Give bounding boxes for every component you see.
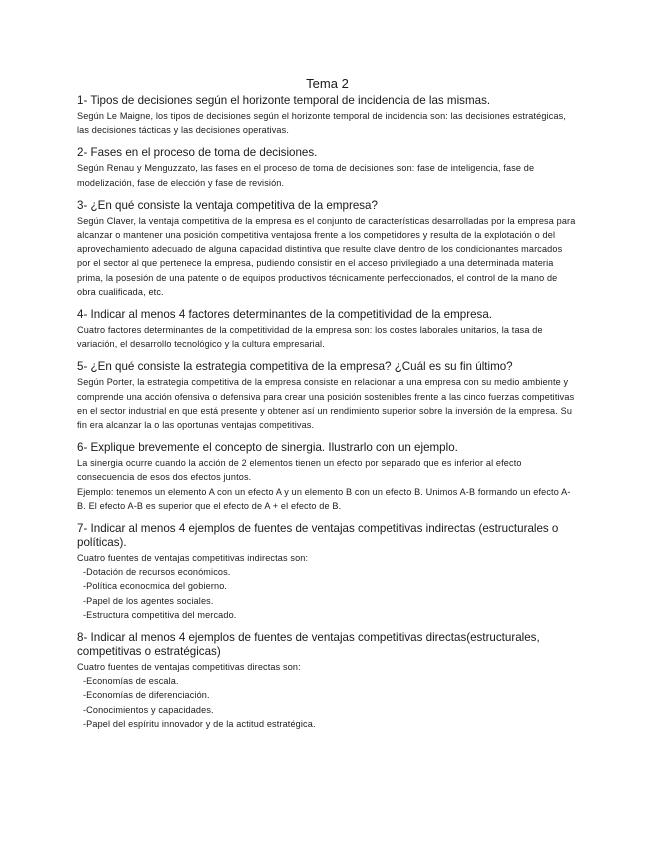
- answer-paragraph: Ejemplo: tenemos un elemento A con un efecto A y un elemento B con un efecto B. Unimos A-B formando un efecto A-B. El efecto A-B es superior que el efecto de A + el efecto de B.: [77, 486, 571, 511]
- list-item: -Papel del espíritu innovador y de la actitud estratégica.: [83, 718, 316, 729]
- list-item: -Conocimientos y capacidades.: [83, 704, 214, 715]
- question-heading: 4- Indicar al menos 4 factores determinantes de la competitividad de la empresa.: [77, 308, 493, 322]
- answer-list: [77, 565, 577, 622]
- answer-paragraph: Cuatro fuentes de ventajas competitivas directas son:: [77, 662, 301, 673]
- answer-paragraph: Según Porter, la estrategia competitiva de la empresa consiste en relacionar a una empresa con su medio ambiente y comprende una acción ofensiva o defensiva para crear una posición sostenibles frente a las cinco fuerzas competitivas en el sector industrial en que está presente y obtener así un rendimiento superior sobre la inversión de la empresa. Su fin era alcanzar la o las oportunas ventajas competitivas.: [77, 377, 575, 431]
- question-heading: 1- Tipos de decisiones según el horizonte temporal de incidencia de las mismas.: [77, 94, 491, 107]
- question-heading: 3- ¿En qué consiste la ventaja competitiva de la empresa?: [77, 198, 378, 212]
- answer-paragraph: Según Claver, la ventaja competitiva de la empresa es el conjunto de características desarrolladas por la empresa para alcanzar o mantener una posición competitiva ventajosa frente a los competidores y resulta de la explotación o del aprovechamiento adecuado de alguna capacidad distintiva que resulte clave dentro de los condicionantes marcados por el sector al que pertenece la empresa, pudiendo consistir en el acceso privilegiado a una determinada materia prima, la posesión de una patente o de equipos productivos técnicamente perfeccionados, el control de la mano de obra cualificada, etc.: [77, 215, 576, 297]
- list-item: -Economías de escala.: [83, 676, 179, 687]
- question-section-2: [77, 146, 577, 189]
- question-heading: 2- Fases en el proceso de toma de decisiones.: [77, 146, 318, 160]
- question-heading: 8- Indicar al menos 4 ejemplos de fuentes de ventajas competitivas directas(estructurales, competitivas o estratégicas): [77, 631, 540, 659]
- answer-paragraph: Según Le Maigne, los tipos de decisiones según el horizonte temporal de incidencia son: las decisiones estratégicas, las decisiones tácticas y las decisiones operativas.: [77, 111, 567, 136]
- question-section-5: [77, 360, 577, 432]
- list-item: -Estructura competitiva del mercado.: [83, 609, 237, 620]
- list-item: -Dotación de recursos económicos.: [83, 567, 231, 578]
- answer-paragraph: La sinergia ocurre cuando la acción de 2 elementos tienen un efecto por separado que es inferior al efecto consecuencia de esos dos efectos juntos.: [77, 458, 522, 483]
- list-item: -Economías de diferenciación.: [83, 690, 210, 701]
- answer-paragraph: Cuatro fuentes de ventajas competitivas indirectas son:: [77, 553, 309, 564]
- answer-paragraph: Cuatro factores determinantes de la competitividad de la empresa son: los costes laborales unitarios, la tasa de variación, el desarrollo tecnológico y la cultura empresarial.: [77, 325, 543, 350]
- question-section-1: [77, 94, 577, 137]
- question-heading: 7- Indicar al menos 4 ejemplos de fuentes de ventajas competitivas indirectas (estructurales o políticas).: [77, 522, 559, 550]
- document-title: Tema 2: [306, 76, 349, 91]
- question-heading: 5- ¿En qué consiste la estrategia competitiva de la empresa? ¿Cuál es su fin último?: [77, 360, 513, 374]
- list-item: -Política econocmica del gobierno.: [83, 581, 228, 592]
- question-section-4: [77, 308, 577, 351]
- document-content: [77, 94, 577, 740]
- question-section-8: [77, 631, 577, 731]
- question-section-7: [77, 522, 577, 622]
- question-section-6: [77, 441, 577, 513]
- answer-paragraph: Según Renau y Menguzzato, las fases en el proceso de toma de decisiones son: fase de inteligencia, fase de modelización, fase de elección y fase de revisión.: [77, 163, 535, 188]
- answer-list: [77, 674, 577, 731]
- list-item: -Papel de los agentes sociales.: [83, 595, 214, 606]
- question-section-3: [77, 199, 577, 299]
- question-heading: 6- Explique brevemente el concepto de sinergia. Ilustrarlo con un ejemplo.: [77, 441, 458, 455]
